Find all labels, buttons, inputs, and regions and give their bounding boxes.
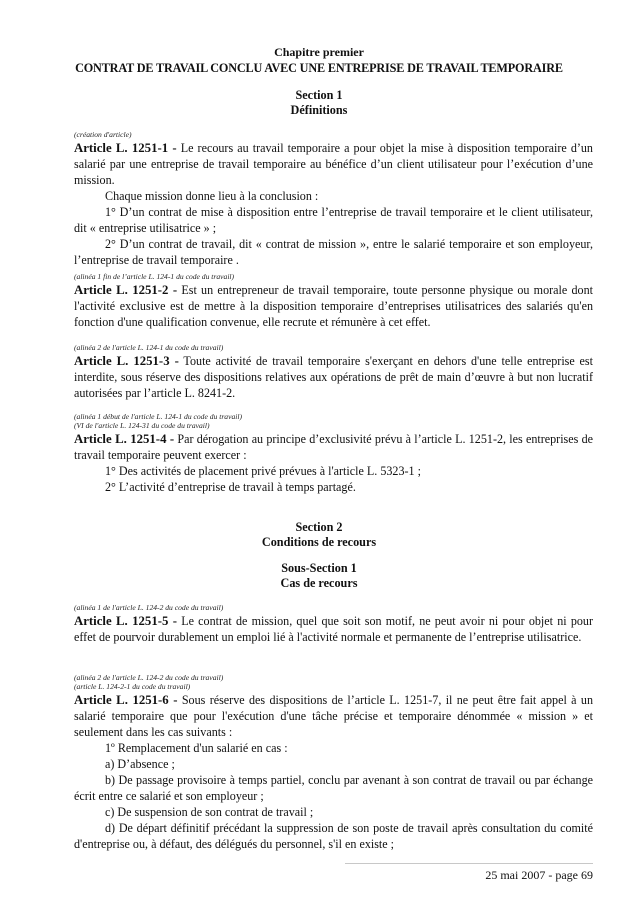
article-ref: Article L. 1251-2 - <box>74 283 178 297</box>
chapter-heading: Chapitre premier <box>274 45 364 59</box>
article-l1251-3 <box>74 353 593 401</box>
paragraph: 1º Remplacement d'un salarié en cas : <box>105 741 288 755</box>
paragraph: b) De passage provisoire à temps partiel, conclu par avenant à son contrat de travail ou par échange écrit entre ce salarié et son employeur ; <box>74 773 593 803</box>
paragraph: d) De départ définitif précédant la suppression de son poste de travail après consultation du comité d'entreprise ou, à défaut, des délégués du personnel, s'il en existe ; <box>74 821 593 851</box>
source-note: (VI de l'article L. 124-31 du code du travail) <box>74 421 210 430</box>
paragraph: Chaque mission donne lieu à la conclusion : <box>105 189 319 203</box>
section-1-label: Section 1 <box>295 88 343 102</box>
paragraph: c) De suspension de son contrat de travail ; <box>105 805 314 819</box>
paragraph: 1° D’un contrat de mise à disposition entre l’entreprise de travail temporaire et le client utilisateur, dit « entreprise utilisatrice » ; <box>74 205 593 235</box>
article-l1251-4 <box>74 431 593 463</box>
article-l1251-5 <box>74 613 593 645</box>
chapter-title: CONTRAT DE TRAVAIL CONCLU AVEC UNE ENTREPRISE DE TRAVAIL TEMPORAIRE <box>75 61 563 75</box>
footer-divider <box>345 863 593 864</box>
source-note: (alinéa 2 de l'article L. 124-1 du code du travail) <box>74 343 224 352</box>
subsection-1-label: Sous-Section 1 <box>281 561 357 575</box>
article-text: Est un entrepreneur de travail temporaire, toute personne physique ou morale dont l'activité exclusive est de mettre à la disposition temporaire d’entreprises utilisatrices des salariés qu'en fonction d'une qualification convenue, elle recrute et rémunère à cet effet. <box>74 283 593 329</box>
article-l1251-1 <box>74 140 593 188</box>
article-text: Le recours au travail temporaire a pour objet la mise à disposition temporaire d’un salarié par une entreprise de travail temporaire au bénéfice d’un client utilisateur pour l’exécution d’une mission. <box>74 141 593 187</box>
section-2-label: Section 2 <box>295 520 343 534</box>
section-1-name: Définitions <box>290 103 348 117</box>
source-note: (création d'article) <box>74 130 132 139</box>
source-note: (alinéa 1 fin de l’article L. 124-1 du code du travail) <box>74 272 235 281</box>
article-l1251-6 <box>74 692 593 740</box>
paragraph: a) D’absence ; <box>105 757 175 771</box>
article-l1251-2 <box>74 282 593 330</box>
article-ref: Article L. 1251-3 - <box>74 354 179 368</box>
article-text: Par dérogation au principe d’exclusivité prévu à l’article L. 1251-2, les entreprises de travail temporaire peuvent exercer : <box>74 432 593 462</box>
page-footer: 25 mai 2007 - page 69 <box>485 868 593 882</box>
paragraph: 2° D’un contrat de travail, dit « contrat de mission », entre le salarié temporaire et son employeur, l’entreprise de travail temporaire . <box>74 237 593 267</box>
paragraph: 2° L’activité d’entreprise de travail à temps partagé. <box>105 480 356 494</box>
source-note: (article L. 124-2-1 du code du travail) <box>74 682 191 691</box>
source-note: (alinéa 1 début de l'article L. 124-1 du code du travail) <box>74 412 243 421</box>
source-note: (alinéa 2 de l'article L. 124-2 du code du travail) <box>74 673 224 682</box>
paragraph: 1° Des activités de placement privé prévues à l'article L. 5323-1 ; <box>105 464 421 478</box>
source-note: (alinéa 1 de l'article L. 124-2 du code du travail) <box>74 603 224 612</box>
article-text: Le contrat de mission, quel que soit son motif, ne peut avoir ni pour objet ni pour effet de pourvoir durablement un emploi lié à l'activité normale et permanente de l’entreprise utilisatrice. <box>74 614 593 644</box>
article-text: Toute activité de travail temporaire s'exerçant en dehors d'une telle entreprise est interdite, sous réserve des dispositions relatives aux opérations de prêt de main d’œuvre à but non lucratif autorisées par l’article L. 8241-2. <box>74 354 593 400</box>
section-2-name: Conditions de recours <box>261 535 377 549</box>
article-ref: Article L. 1251-4 - <box>74 432 175 446</box>
subsection-1-name: Cas de recours <box>280 576 358 590</box>
article-ref: Article L. 1251-6 - <box>74 693 178 707</box>
article-text: Sous réserve des dispositions de l’article L. 1251-7, il ne peut être fait appel à un salarié temporaire que pour l'exécution d'une tâche précise et temporaire dénommée « mission » et seulement dans les cas suivants : <box>74 693 593 739</box>
article-ref: Article L. 1251-5 - <box>74 614 178 628</box>
article-ref: Article L. 1251-1 - <box>74 141 177 155</box>
